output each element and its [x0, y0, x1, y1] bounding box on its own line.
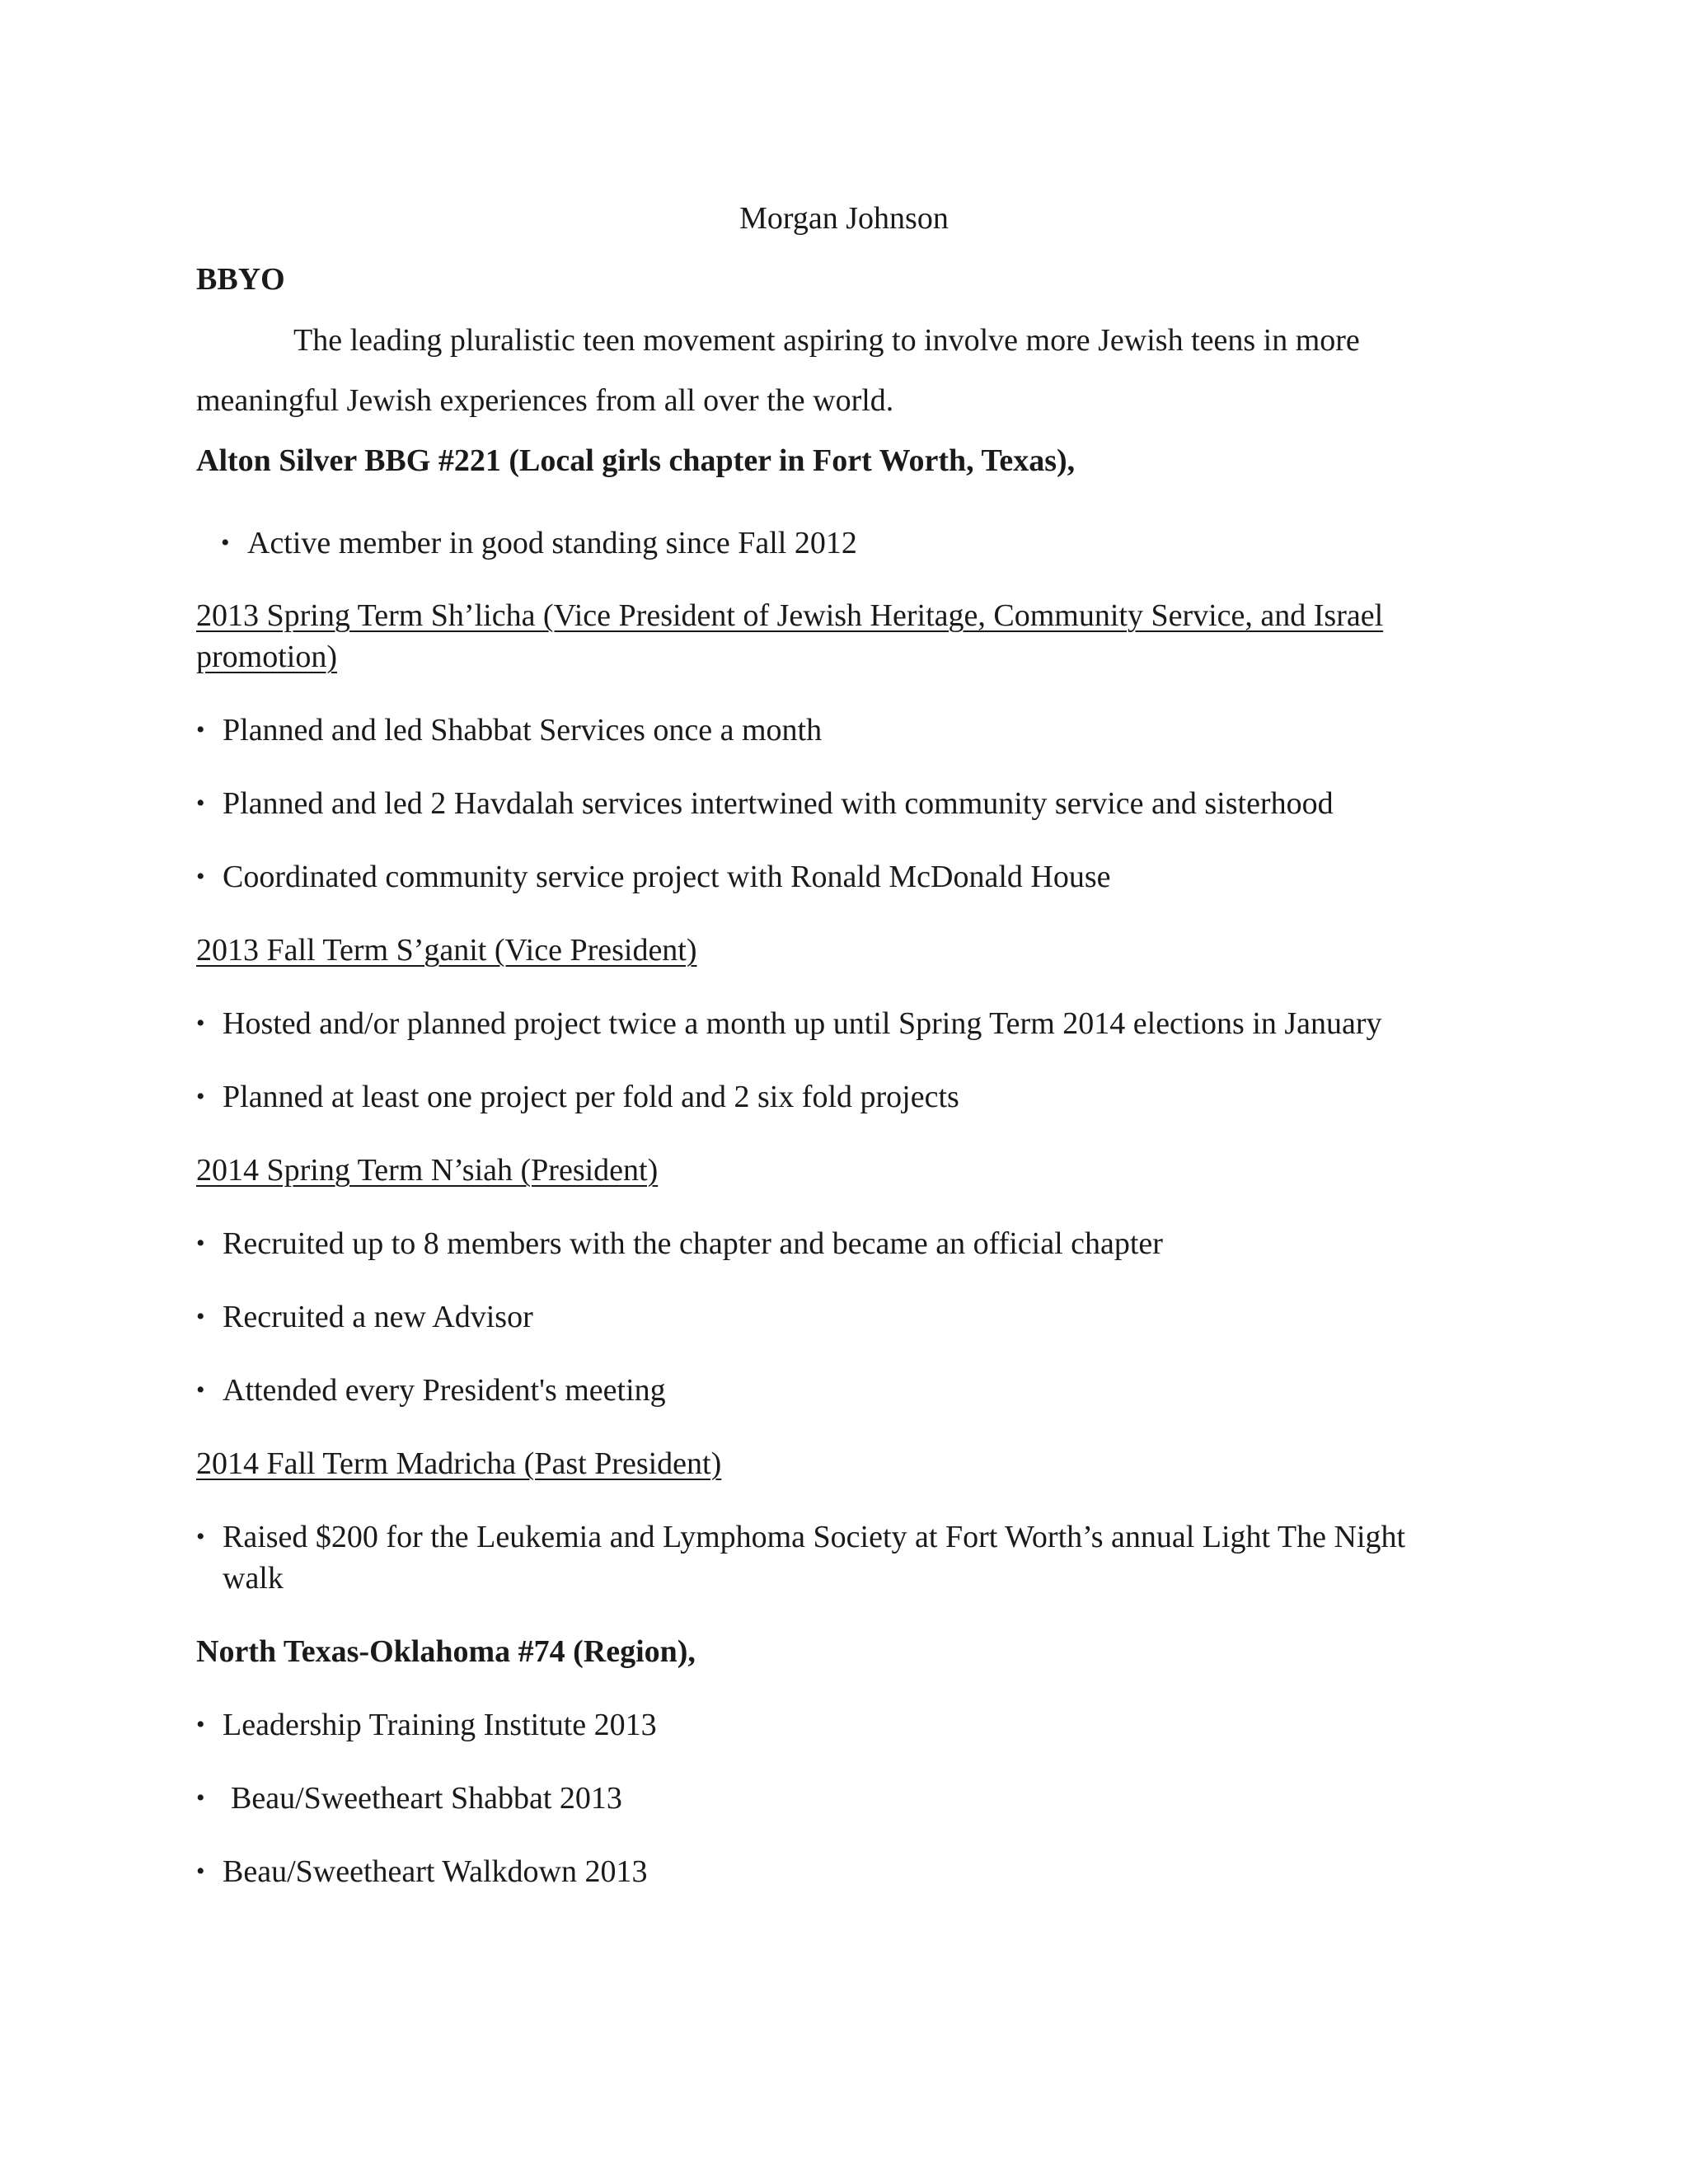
chapter-bullet-text: Active member in good standing since Fall 2012 — [247, 526, 857, 560]
org-description-line-1: The leading pluralistic teen movement aspiring to involve more Jewish teens in more — [293, 323, 1360, 358]
term-4-title: 2014 Fall Term Madricha (Past President) — [196, 1446, 722, 1481]
region-item-1: Leadership Training Institute 2013 — [223, 1708, 657, 1742]
bullet-icon: • — [196, 790, 205, 817]
term-4-item-1-line-1: Raised $200 for the Leukemia and Lymphoma Society at Fort Worth’s annual Light The Night — [223, 1520, 1406, 1554]
bullet-icon: • — [221, 529, 230, 556]
term-2-item-1: Hosted and/or planned project twice a month up until Spring Term 2014 elections in January — [223, 1006, 1382, 1041]
term-4-item-1-line-2: walk — [223, 1561, 284, 1596]
bullet-icon: • — [196, 716, 205, 743]
term-1-item-2: Planned and led 2 Havdalah services intertwined with community service and sisterhood — [223, 786, 1334, 821]
term-1-item-3: Coordinated community service project with Ronald McDonald House — [223, 860, 1111, 894]
term-3-item-2: Recruited a new Advisor — [223, 1300, 533, 1334]
term-1-title-line-2: promotion) — [196, 640, 337, 674]
region-item-3: Beau/Sweetheart Walkdown 2013 — [223, 1854, 648, 1889]
bullet-icon: • — [196, 1083, 205, 1110]
bullet-icon: • — [196, 1376, 205, 1404]
bullet-icon: • — [196, 1523, 205, 1550]
term-1-item-1: Planned and led Shabbat Services once a month — [223, 713, 823, 748]
bullet-icon: • — [196, 863, 205, 890]
bullet-icon: • — [196, 1010, 205, 1037]
bullet-icon: • — [196, 1784, 205, 1811]
region-item-2: Beau/Sweetheart Shabbat 2013 — [231, 1781, 622, 1816]
term-2-item-2: Planned at least one project per fold and 2 six fold projects — [223, 1080, 959, 1114]
document-title: Morgan Johnson — [739, 201, 949, 236]
region-heading: North Texas-Oklahoma #74 (Region), — [196, 1634, 696, 1669]
bullet-icon: • — [196, 1303, 205, 1330]
chapter-heading: Alton Silver BBG #221 (Local girls chapter in Fort Worth, Texas), — [196, 443, 1076, 478]
org-description-line-2: meaningful Jewish experiences from all over the world. — [196, 383, 894, 418]
term-3-item-3: Attended every President's meeting — [223, 1373, 666, 1408]
bullet-icon: • — [196, 1230, 205, 1257]
bullet-icon: • — [196, 1858, 205, 1885]
term-1-title-line-1: 2013 Spring Term Sh’licha (Vice President of Jewish Heritage, Community Service, and Israel — [196, 598, 1384, 633]
term-2-title: 2013 Fall Term S’ganit (Vice President) — [196, 933, 697, 968]
term-3-item-1: Recruited up to 8 members with the chapter and became an official chapter — [223, 1226, 1163, 1261]
term-3-title: 2014 Spring Term N’siah (President) — [196, 1153, 659, 1188]
org-heading: BBYO — [196, 262, 285, 297]
bullet-icon: • — [196, 1711, 205, 1738]
